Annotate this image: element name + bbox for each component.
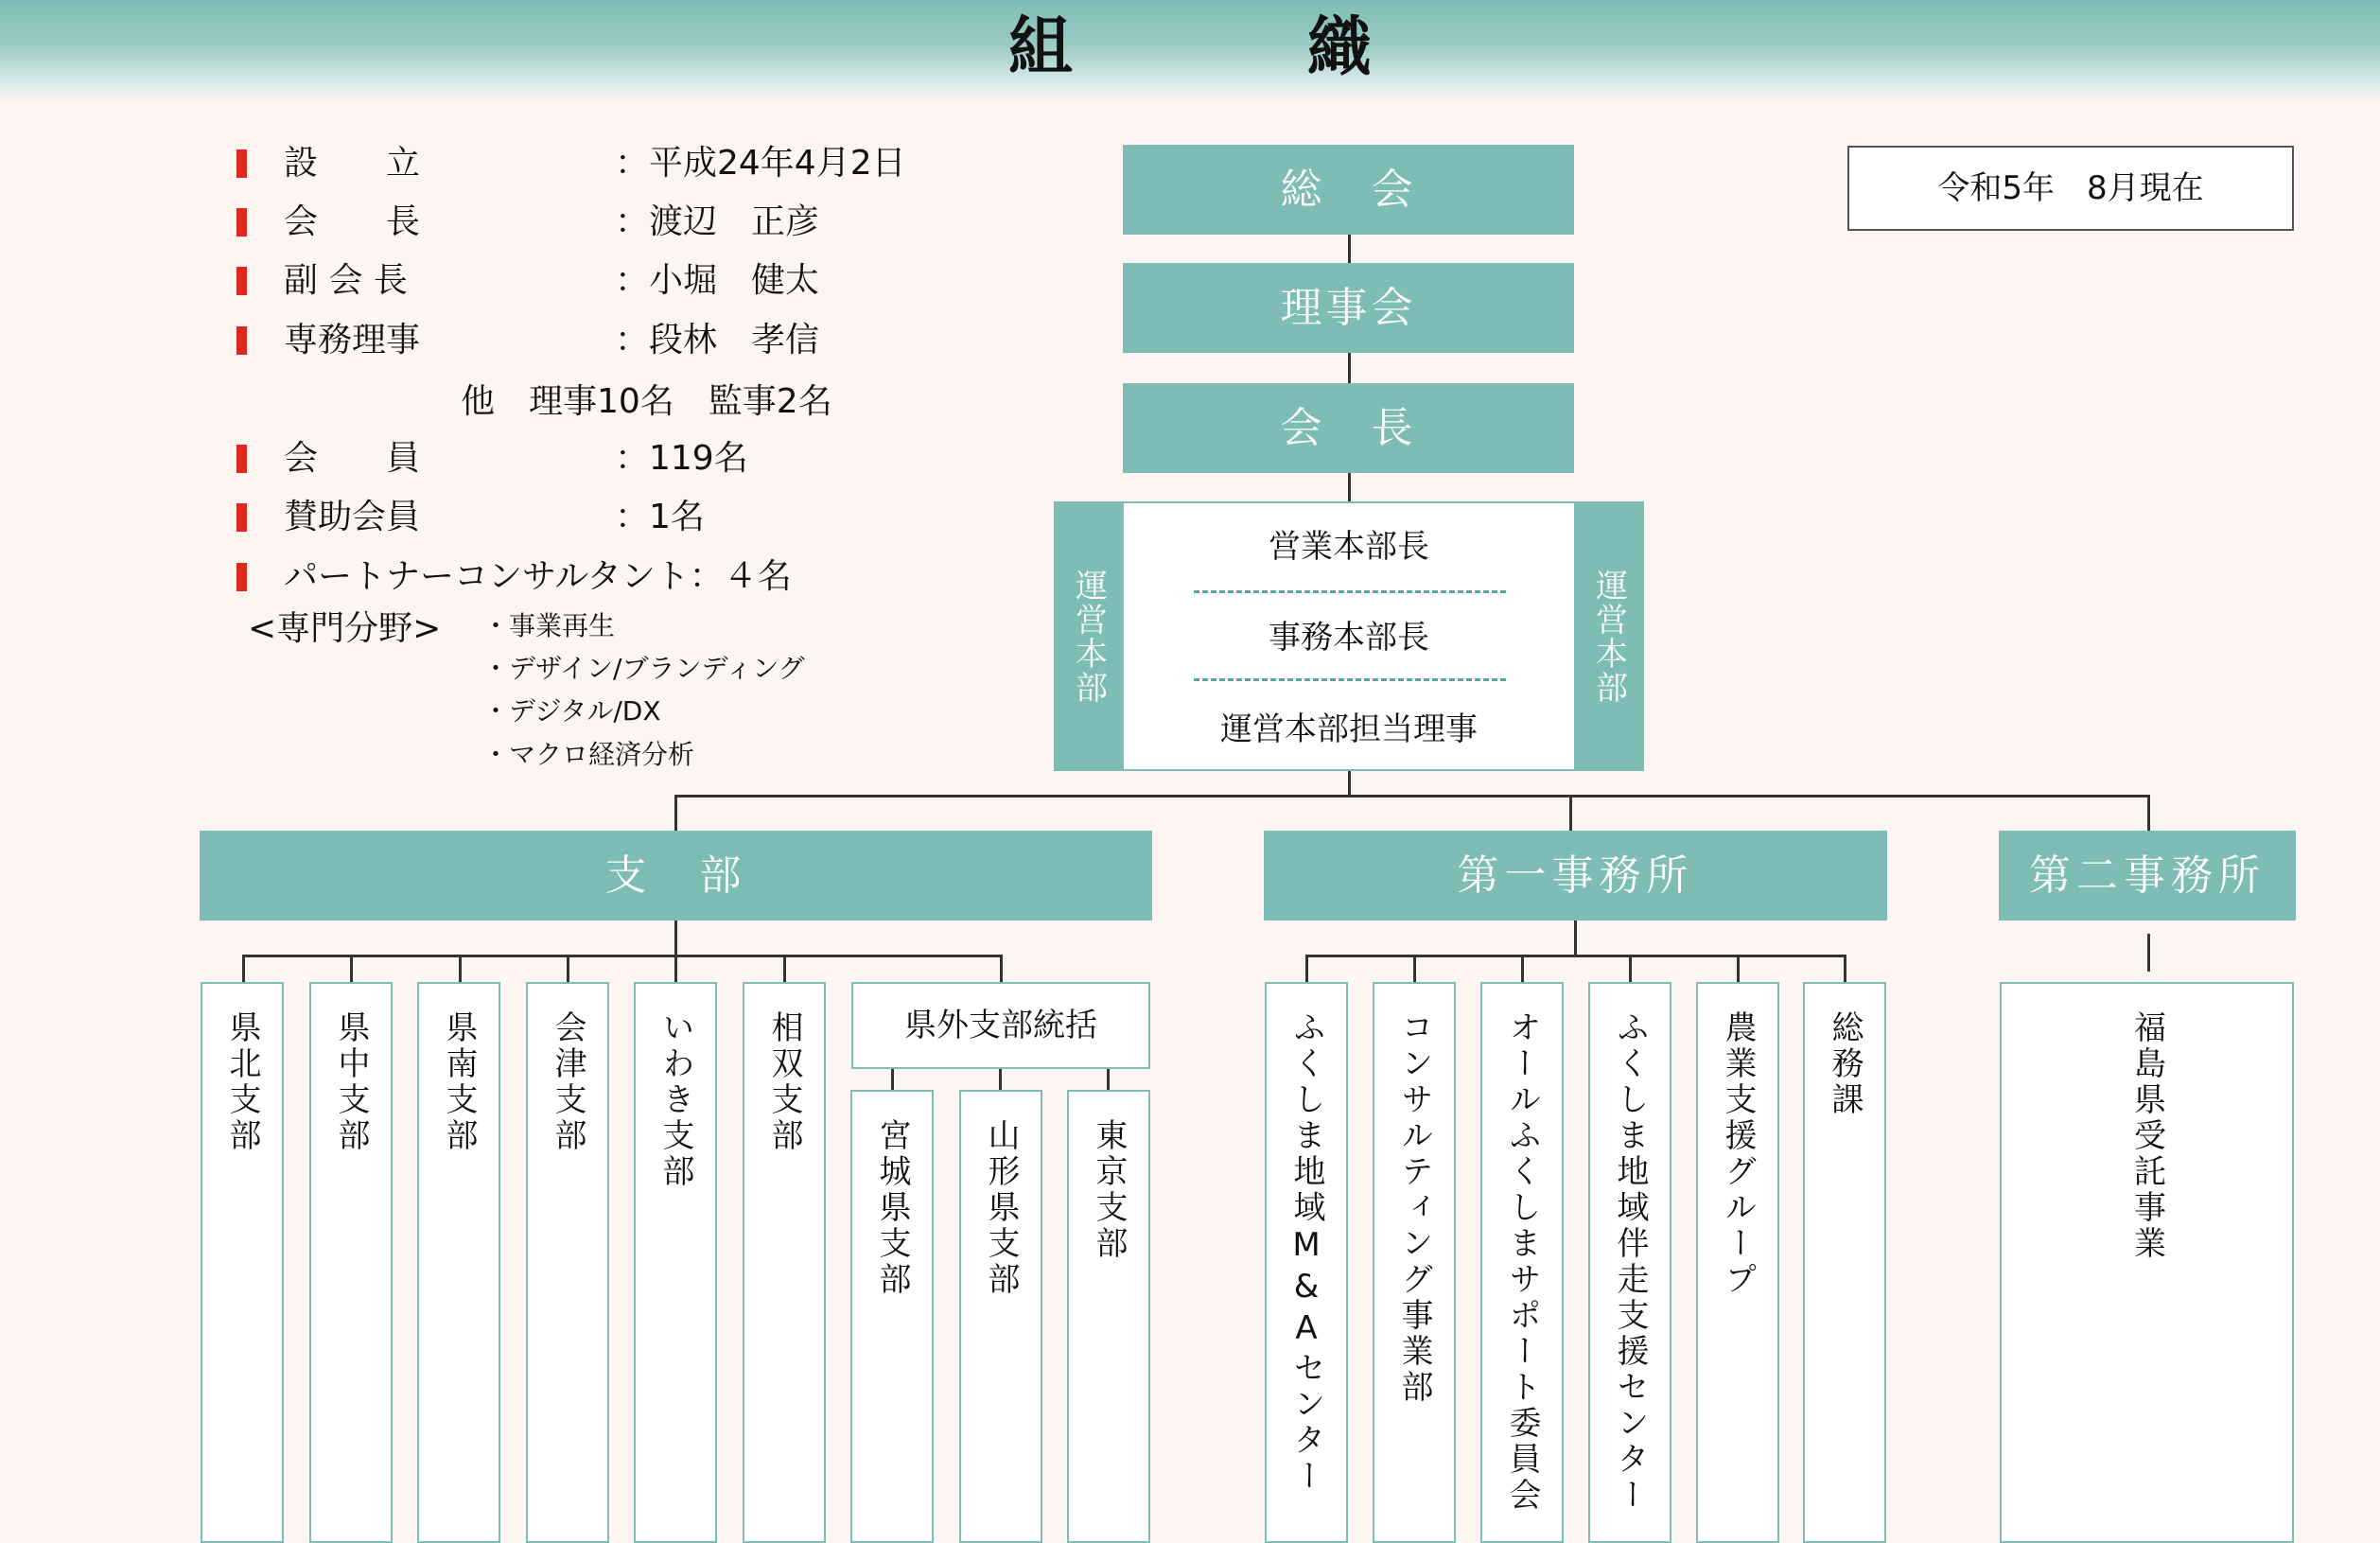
hq-divider xyxy=(1194,678,1506,681)
unit-label: 総務課 xyxy=(1826,1010,1864,1118)
branch-label: 会津支部 xyxy=(549,1010,586,1154)
as-of-date: 令和5年 8月現在 xyxy=(1847,146,2294,231)
unit-label: 農業支援グループ xyxy=(1719,1010,1757,1298)
connector-line xyxy=(1348,235,1351,263)
connector-line xyxy=(674,921,677,956)
branch-label: 東京支部 xyxy=(1090,1118,1128,1262)
unit-label: ふくしま地域伴走支援センター xyxy=(1611,1010,1649,1514)
unit-label: 福島県受託事業 xyxy=(2127,1010,2166,1262)
branch-iwaki xyxy=(634,982,717,1543)
connector-line xyxy=(350,955,353,983)
office1-bar xyxy=(1305,955,1846,957)
info-label: 賛助会員 xyxy=(284,498,421,536)
connector-line xyxy=(242,955,245,983)
connector-line xyxy=(783,955,786,983)
specialty-item: ・マクロ経済分析 xyxy=(482,739,695,770)
info-label: 専務理事 xyxy=(284,321,421,359)
connector-line xyxy=(2147,934,2150,972)
unit-label: コンサルティング事業部 xyxy=(1395,1010,1433,1406)
connector-line xyxy=(1569,795,1572,831)
hq-side-label-right: 運営本部 xyxy=(1574,501,1644,771)
branch-label: 県南支部 xyxy=(440,1010,478,1154)
connector-line xyxy=(1348,353,1351,383)
bullet-marker xyxy=(236,326,247,355)
hq-divider xyxy=(1194,590,1506,593)
info-value: ：小堀 健太 xyxy=(615,261,820,300)
connector-line xyxy=(1305,955,1308,983)
connector-line xyxy=(567,955,569,983)
branch-aizu xyxy=(526,982,609,1543)
unit-regional-support-center xyxy=(1588,982,1671,1543)
branch-label: 相双支部 xyxy=(765,1010,803,1154)
specialty-item: ・事業再生 xyxy=(482,610,616,641)
general-assembly-box: 総 会 xyxy=(1123,145,1574,235)
office2-box: 第二事務所 xyxy=(1999,831,2296,921)
bullet-marker xyxy=(236,149,247,178)
branch-tokyo xyxy=(1067,1090,1150,1543)
branches-box: 支 部 xyxy=(200,831,1152,921)
connector-line xyxy=(891,1069,894,1092)
unit-consulting-division xyxy=(1373,982,1456,1543)
bullet-marker xyxy=(236,445,247,473)
connector-line xyxy=(1348,473,1351,501)
info-label: 副 会 長 xyxy=(284,261,408,300)
branch-miyagi xyxy=(850,1090,934,1543)
page-title: 組 織 xyxy=(1007,9,1457,85)
info-label: 会 員 xyxy=(284,439,421,478)
branch-label: 宮城県支部 xyxy=(873,1118,911,1298)
unit-prefecture-contract xyxy=(2000,982,2294,1543)
info-value: ：渡辺 正彦 xyxy=(615,202,820,241)
connector-line xyxy=(1107,1069,1110,1092)
info-value: ：1名 xyxy=(615,498,705,536)
hq-side-label-left: 運営本部 xyxy=(1054,501,1124,771)
unit-fukushima-ma-center xyxy=(1265,982,1348,1543)
hq-operations-director: 運営本部担当理事 xyxy=(1220,710,1478,748)
office1-box: 第一事務所 xyxy=(1264,831,1887,921)
specialty-item: ・デジタル/DX xyxy=(482,695,661,727)
unit-agriculture-support xyxy=(1696,982,1779,1543)
branch-label: 県中支部 xyxy=(332,1010,370,1154)
connector-line xyxy=(999,1069,1002,1092)
branch-soso xyxy=(743,982,826,1543)
unit-all-fukushima-support xyxy=(1480,982,1564,1543)
connector-line xyxy=(1629,955,1632,983)
connector-line xyxy=(459,955,462,983)
connector-line xyxy=(1574,921,1577,956)
bullet-marker xyxy=(236,208,247,237)
partner-label: パートナーコンサルタント：４名 xyxy=(284,557,792,596)
bullet-marker xyxy=(236,563,247,591)
info-label: 設 立 xyxy=(284,144,421,183)
specialty-item: ・デザイン/ブランディング xyxy=(482,653,805,684)
connector-line xyxy=(674,955,677,983)
connector-line xyxy=(1000,955,1003,983)
branch-kenpoku xyxy=(201,982,284,1543)
info-value: ：119名 xyxy=(615,439,748,478)
connector-line xyxy=(1844,955,1846,983)
distribution-line xyxy=(674,795,2150,798)
unit-general-affairs xyxy=(1803,982,1886,1543)
connector-line xyxy=(2147,795,2150,831)
branch-kennan xyxy=(417,982,500,1543)
board-box: 理事会 xyxy=(1123,263,1574,353)
connector-line xyxy=(674,795,677,831)
hq-sales-director: 営業本部長 xyxy=(1269,528,1429,566)
unit-label: ふくしま地域M&Aセンター xyxy=(1287,1010,1325,1495)
specialty-label: <専門分野> xyxy=(248,609,442,648)
connector-line xyxy=(1737,955,1740,983)
info-value: ：段林 孝信 xyxy=(615,321,820,359)
branch-bar xyxy=(242,955,1003,957)
connector-line xyxy=(1413,955,1416,983)
connector-line xyxy=(1348,771,1351,797)
connector-line xyxy=(1521,955,1524,983)
info-note: 他 理事10名 監事2名 xyxy=(461,382,832,421)
info-value: ：平成24年4月2日 xyxy=(615,144,906,183)
bullet-marker xyxy=(236,503,247,532)
chairman-box: 会 長 xyxy=(1123,383,1574,473)
branch-label: 県北支部 xyxy=(223,1010,261,1154)
unit-label: オールふくしまサポート委員会 xyxy=(1503,1010,1541,1514)
hq-admin-director: 事務本部長 xyxy=(1269,619,1429,657)
branch-label: 山形県支部 xyxy=(982,1118,1020,1298)
info-label: 会 長 xyxy=(284,202,421,241)
branch-yamagata xyxy=(959,1090,1042,1543)
bullet-marker xyxy=(236,267,247,295)
branch-label: いわき支部 xyxy=(656,1010,694,1190)
outside-branches-box: 県外支部統括 xyxy=(851,982,1150,1069)
branch-kenchu xyxy=(309,982,393,1543)
